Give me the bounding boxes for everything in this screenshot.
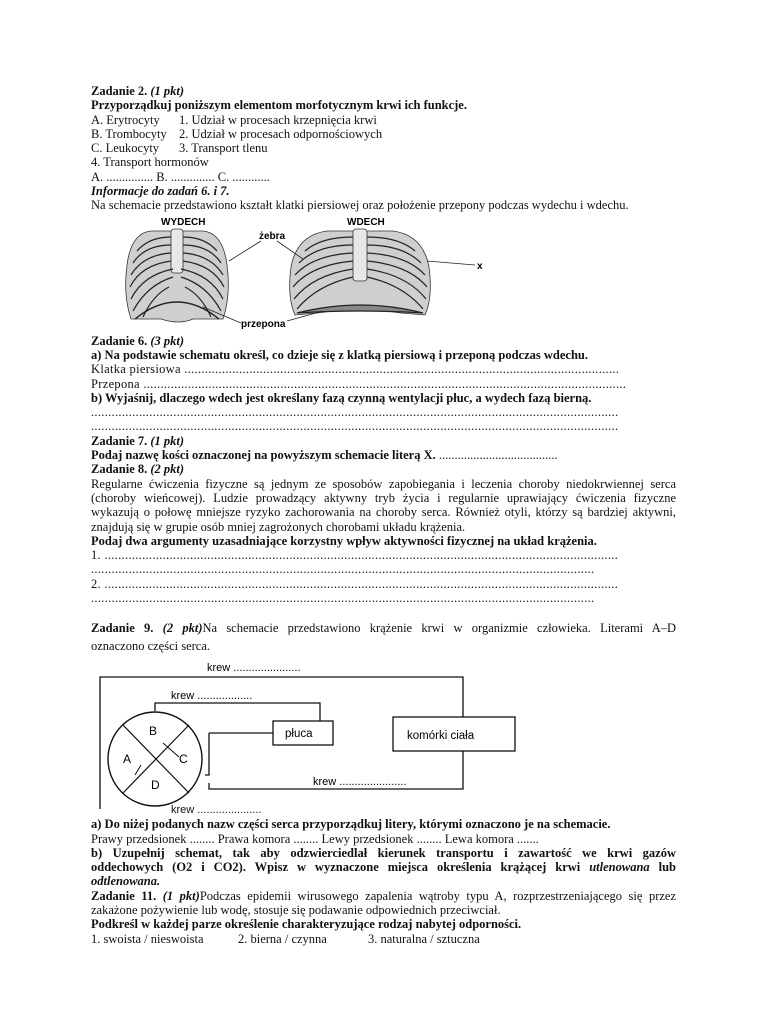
ribcage-exhale — [126, 229, 229, 322]
task-2-row-a-left: A. Erytrocyty — [91, 112, 160, 127]
krew-bottom-left-label[interactable]: krew ..................... — [171, 803, 262, 816]
task-9-intro-line-2: oznaczono części serca. — [91, 638, 211, 653]
task-2-row-c — [91, 141, 676, 155]
ribcage-diagram — [91, 215, 511, 331]
task-11-options — [91, 932, 676, 946]
task-2-row-a-right: 1. Udział w procesach krzepnięcia krwi — [179, 112, 377, 127]
task-6-points: (3 pkt) — [150, 333, 185, 348]
task-2-row-4: 4. Transport hormonów — [91, 155, 209, 170]
task-2-instruction: Przyporządkuj poniższym elementom morfotycznym krwi ich funkcje. — [91, 98, 467, 113]
task-8-points: (2 pkt) — [150, 462, 185, 477]
task-8-answer-1[interactable]: 1. ...................................................................................................................................................... — [91, 548, 619, 563]
task-10b-utlenowana: utlenowana — [589, 860, 650, 875]
task-2-header — [91, 84, 676, 98]
task-10b-line-1: b) Uzupełnij schemat, tak aby odzwierciedlał kierunek transportu i zawartość we krwi gazów — [91, 845, 676, 860]
task-6-heading: Zadanie 6. — [91, 333, 148, 348]
task-11-points: (1 pkt) — [162, 888, 200, 903]
task-2-row-a — [91, 113, 676, 127]
task-6b-instruction: b) Wyjaśnij, dlaczego wdech jest określany fazą czynną wentylacji płuc, a wydech fazą bierną. — [91, 390, 592, 405]
task-2-row-c-right: 3. Transport tlenu — [179, 141, 268, 156]
task-8-heading: Zadanie 8. — [91, 462, 148, 477]
task-10b-odtlenowana: odtlenowana. — [91, 874, 161, 889]
task-6a-instruction: a) Na podstawie schematu określ, co dzieje się z klatką piersiową i przeponą podczas wdechu. — [91, 347, 588, 362]
task-7-points: (1 pkt) — [150, 433, 185, 448]
task-8-header — [91, 462, 676, 476]
task-10b-line-2 — [91, 860, 676, 874]
body-cells-label: komórki ciała — [407, 729, 475, 742]
heart-label-b: B — [149, 723, 158, 738]
krew-mid-label[interactable]: krew .................. — [171, 689, 253, 702]
lungs-label: płuca — [285, 727, 313, 740]
task-8-para-line-1: Regularne ćwiczenia fizyczne są jednym ze sposobów zapobiegania i leczenia choroby niedokrwiennej serca — [91, 476, 676, 491]
task-2-row-b-right: 2. Udział w procesach odpornościowych — [179, 126, 383, 141]
task-6-klatka-answer[interactable]: Klatka piersiowa ............................................................................................................................... — [91, 362, 620, 377]
task-11-instruction: Podkreśl w każdej parze określenie charakteryzujące rodzaj nabytej odporności. — [91, 917, 522, 932]
task-2-heading: Zadanie 2. — [91, 84, 148, 98]
label-zebra: żebra — [259, 230, 286, 242]
task-8-para-line-3: wykazują o połowę mniejsze ryzyko zachorowania na choroby serca. Również otyli, którzy są bardziej aktywni, — [91, 505, 676, 520]
task-6b-answer-2[interactable]: .......................................................................................................................................................... — [91, 419, 619, 434]
task-2-row-c-left: C. Leukocyty — [91, 141, 160, 156]
task-11-line-1 — [91, 889, 676, 903]
task-10a-answer-row[interactable]: Prawy przedsionek ........ Prawa komora ........ Lewy przedsionek ........ Lewa komora ....... — [91, 831, 539, 846]
task-7-heading: Zadanie 7. — [91, 433, 148, 448]
task-9-intro-line-1 — [91, 621, 676, 635]
task-10b-line-2-text: oddechowych (O2 i CO2). Wpisz w wyznaczone miejsca określenia krążącej krwi — [91, 860, 590, 875]
task-9-intro-text: Na schemacie przedstawiono krążenie krwi w organizmie człowieka. Literami A–D — [202, 621, 677, 636]
task-2-row-b-left: B. Trombocyty — [91, 126, 167, 141]
label-x: x — [477, 260, 483, 272]
leader-ribs — [229, 241, 303, 261]
task-8-instruction: Podaj dwa argumenty uzasadniające korzystny wpływ aktywności fizycznej na układ krążenia. — [91, 533, 597, 548]
task-8-answer-2b[interactable]: ................................................................................................................................................... — [91, 591, 595, 606]
task-11-option-1[interactable]: 1. swoista / nieswoista — [91, 931, 204, 946]
task-6-header — [91, 334, 676, 348]
heart-label-a: A — [123, 751, 132, 766]
task-9-points: (2 pkt) — [162, 621, 203, 636]
heart-label-d: D — [151, 777, 160, 792]
task-2-row-b — [91, 127, 676, 141]
task-2-points: (1 pkt) — [150, 84, 185, 98]
label-wydech: WYDECH — [161, 216, 206, 228]
task-8-para-line-2: (choroby wieńcowej). Ludzie prowadzący aktywny tryb życia i regularnie uprawiający ćwiczenia fizyczne — [91, 490, 676, 505]
task-6-przepona-answer[interactable]: Przepona ............................................................................................................................................. — [91, 376, 627, 391]
task-8-answer-1b[interactable]: ................................................................................................................................................... — [91, 562, 595, 577]
task-7-header — [91, 434, 676, 448]
task-11-heading: Zadanie 11. — [91, 888, 157, 903]
leader-x — [427, 261, 475, 265]
info-text: Na schemacie przedstawiono kształt klatki piersiowej oraz położenie przepony podczas wydechu i wdechu. — [91, 198, 629, 213]
circulation-diagram — [97, 659, 537, 811]
krew-top-label[interactable]: krew ...................... — [207, 661, 301, 674]
krew-bottom-right-label[interactable]: krew ...................... — [313, 775, 407, 788]
info-heading: Informacje do zadań 6. i 7. — [91, 184, 230, 199]
task-7-question — [91, 448, 676, 462]
task-11-option-2[interactable]: 2. bierna / czynna — [238, 931, 327, 946]
label-wdech: WDECH — [347, 216, 385, 228]
task-2-answer-line[interactable]: A. ............... B. .............. C. ............ — [91, 169, 270, 184]
task-9-heading: Zadanie 9. — [91, 621, 154, 636]
label-przepona: przepona — [241, 318, 286, 330]
task-7-answer[interactable]: ...................................... — [435, 448, 558, 463]
task-7-text: Podaj nazwę kości oznaczonej na powyższym schemacie literą X. — [91, 448, 436, 463]
task-10a-instruction: a) Do niżej podanych nazw części serca przyporządkuj litery, którymi oznaczono je na schemacie. — [91, 817, 611, 832]
task-11-text: Podczas epidemii wirusowego zapalenia wątroby typu A, rozprzestrzeniającego się przez — [199, 888, 677, 903]
heart-label-c: C — [179, 751, 188, 766]
vessel-pulmonary-out — [205, 733, 209, 775]
task-8-para-line-4: znajdują się w grupie osób mniej zagrożonych chorobami układu krążenia. — [91, 519, 466, 534]
worksheet — [91, 84, 676, 946]
task-8-answer-2[interactable]: 2. ...................................................................................................................................................... — [91, 576, 619, 591]
task-6b-answer-1[interactable]: .......................................................................................................................................................... — [91, 405, 619, 420]
task-10b-lub: lub — [649, 860, 676, 875]
task-11-option-3[interactable]: 3. naturalna / sztuczna — [368, 931, 480, 946]
task-11-line-2: zakażone pożywienie lub wodę, stosuje się podawanie odpowiednich przeciwciał. — [91, 902, 501, 917]
